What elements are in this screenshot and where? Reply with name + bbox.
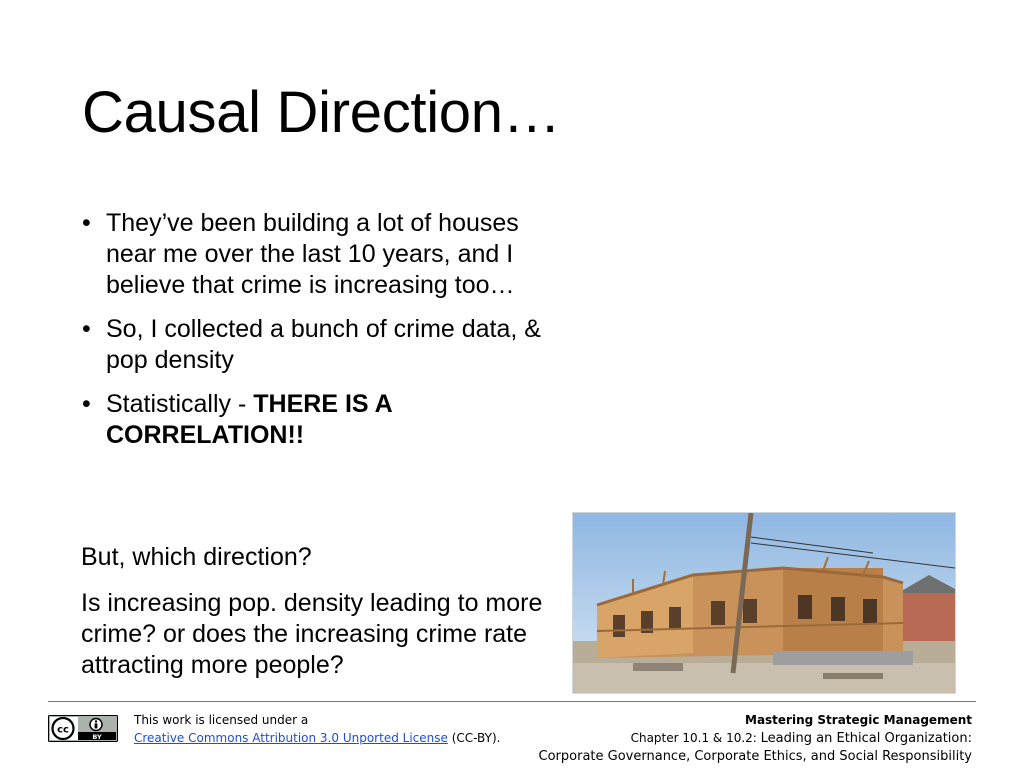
license-suffix: (CC-BY). [451,731,501,745]
construction-site-photo [572,512,956,694]
chapter-subtitle: Corporate Governance, Corporate Ethics, and Social Responsibility [538,749,972,764]
emphasis-text: THERE IS A CORRELATION!! [106,390,392,449]
slide-title: Causal Direction… [82,80,561,145]
license-notice [134,711,500,747]
svg-text:cc: cc [57,724,69,736]
cc-badge-label: BY [92,733,102,741]
bullet-item: • So, I collected a bunch of crime data, & pop density [80,314,550,376]
book-title: Mastering Strategic Management [745,713,972,727]
chapter-label: Chapter 10.1 & 10.2: [630,731,757,745]
license-link[interactable]: Creative Commons Attribution 3.0 Unported License [134,731,448,745]
bullet-item: • They’ve been building a lot of houses near me over the last 10 years, and I believe that crime is increasing too… [80,208,550,301]
creative-commons-by-icon[interactable] [48,715,118,742]
bullet-item: • Statistically - THERE IS A CORRELATION!! [80,389,550,451]
footer-divider [48,701,976,702]
bullet-list [80,208,550,464]
followup-text: Is increasing pop. density leading to more crime? or does the increasing crime rate attracting more people? [81,589,543,679]
license-prefix: This work is licensed under a [134,713,309,727]
question-text: But, which direction? [81,543,312,571]
book-attribution [539,711,972,766]
chapter-title: Leading an Ethical Organization: [760,731,972,746]
